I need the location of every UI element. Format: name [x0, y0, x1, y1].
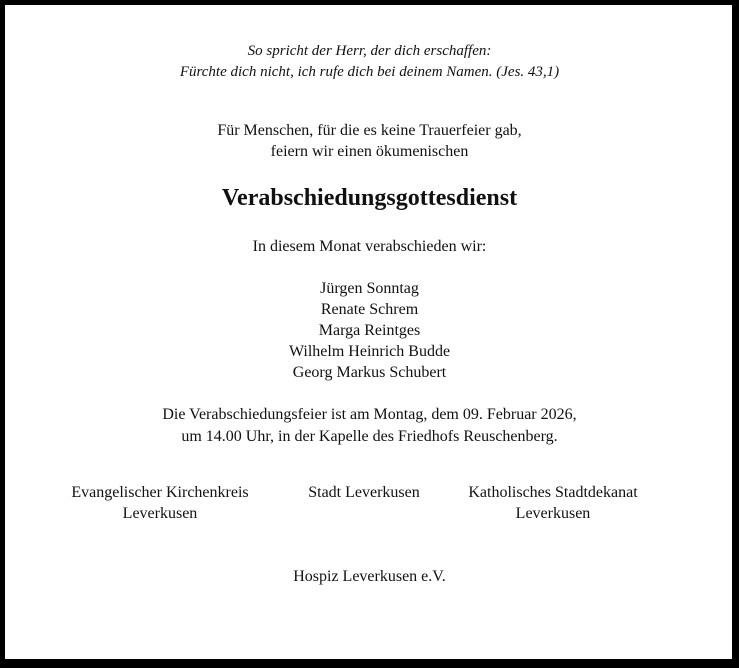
name-item: Jürgen Sonntag — [320, 280, 419, 297]
name-item: Georg Markus Schubert — [292, 364, 447, 381]
event-line-1: Die Verabschiedungsfeier ist am Montag, dem 09. Februar 2026, — [162, 406, 577, 423]
organizer-evangelical — [40, 482, 280, 524]
service-title: Verabschiedungsgottesdienst — [221, 185, 518, 211]
event-line-2: um 14.00 Uhr, in der Kapelle des Friedhofs Reuschenberg. — [181, 428, 558, 445]
organizer-name: Stadt Leverkusen — [308, 484, 420, 501]
organizer-name: Evangelischer Kirchenkreis — [71, 484, 249, 501]
bible-quote-line-2: Fürchte dich nicht, ich rufe dich bei deinem Namen. (Jes. 43,1) — [179, 64, 560, 80]
subtitle: In diesem Monat verabschieden wir: — [252, 238, 487, 255]
organizer-city: Leverkusen — [122, 505, 198, 522]
intro-line-2: feiern wir einen ökumenischen — [270, 143, 469, 160]
organizer-name: Katholisches Stadtdekanat — [468, 484, 638, 501]
intro-line-1: Für Menschen, für die es keine Trauerfeier gab, — [217, 122, 522, 139]
name-item: Marga Reintges — [318, 322, 421, 339]
organizer-city-leverkusen — [280, 482, 448, 503]
name-item: Wilhelm Heinrich Budde — [288, 343, 451, 360]
bible-quote-line-1: So spricht der Herr, der dich erschaffen: — [247, 43, 492, 59]
name-item: Renate Schrem — [320, 301, 419, 318]
organizer-city: Leverkusen — [515, 505, 591, 522]
organizer-catholic — [453, 482, 653, 524]
hospice-footer: Hospiz Leverkusen e.V. — [293, 568, 446, 585]
